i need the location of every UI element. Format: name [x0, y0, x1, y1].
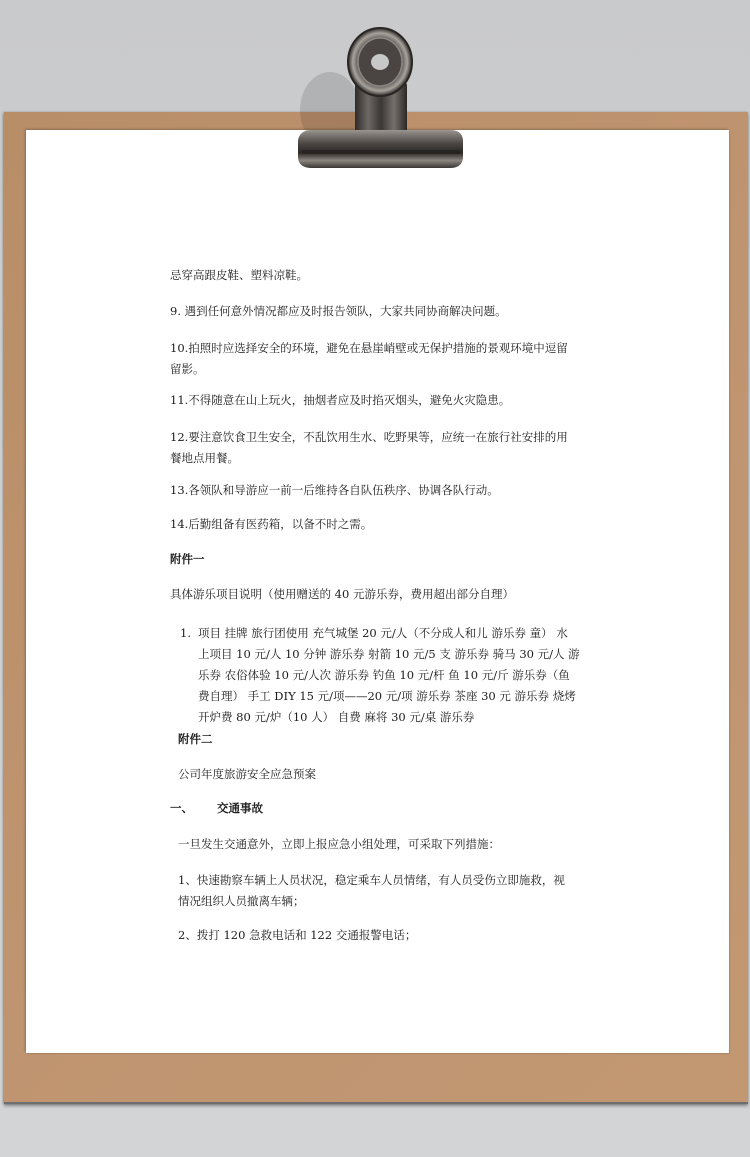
list-number: 1. [180, 626, 191, 640]
doc-line: 忌穿高跟皮鞋、塑料凉鞋。 [170, 268, 308, 282]
doc-line: 10.拍照时应选择安全的环境，避免在悬崖峭壁或无保护措施的景观环境中逗留 [170, 341, 568, 355]
doc-line: 餐地点用餐。 [170, 451, 239, 465]
appendix2-subtitle: 公司年度旅游安全应急预案 [178, 767, 316, 781]
doc-line: 留影。 [170, 362, 205, 376]
section-title: 交通事故 [217, 801, 263, 815]
appendix1-heading: 附件一 [170, 552, 205, 566]
section-step: 1、快速勘察车辆上人员状况，稳定乘车人员情绪，有人员受伤立即施救，视 [178, 873, 565, 887]
appendix1-description: 具体游乐项目说明（使用赠送的 40 元游乐券，费用超出部分自理） [170, 587, 514, 601]
list-line: 费自理） 手工 DIY 15 元/项——20 元/项 游乐券 茶座 30 元 游乐券 烧烤 [198, 689, 576, 703]
appendix2-heading: 附件二 [178, 732, 213, 746]
section-step: 情况组织人员撤离车辆； [178, 894, 305, 908]
doc-line: 11.不得随意在山上玩火，抽烟者应及时掐灭烟头，避免火灾隐患。 [170, 393, 511, 407]
list-line: 开炉费 80 元/炉（10 人） 自费 麻将 30 元/桌 游乐券 [198, 710, 475, 724]
doc-line: 13.各领队和导游应一前一后维持各自队伍秩序、协调各队行动。 [170, 483, 499, 497]
section-step: 2、拨打 120 急救电话和 122 交通报警电话； [178, 928, 417, 942]
section-intro: 一旦发生交通意外，立即上报应急小组处理，可采取下列措施： [178, 837, 500, 851]
doc-line: 12.要注意饮食卫生安全，不乱饮用生水、吃野果等，应统一在旅行社安排的用 [170, 430, 568, 444]
list-line: 项目 挂牌 旅行团使用 充气城堡 20 元/人（不分成人和儿 游乐券 童） 水 [198, 626, 568, 640]
doc-line: 9. 遇到任何意外情况都应及时报告领队，大家共同协商解决问题。 [170, 304, 507, 318]
list-line: 上项目 10 元/人 10 分钟 游乐券 射箭 10 元/5 支 游乐券 骑马 30 元/人 游 [198, 647, 580, 661]
section-number: 一、 [170, 801, 193, 815]
list-line: 乐券 农俗体验 10 元/人次 游乐券 钓鱼 10 元/杆 鱼 10 元/斤 游乐券（鱼 [198, 668, 570, 682]
doc-line: 14.后勤组备有医药箱，以备不时之需。 [170, 517, 373, 531]
